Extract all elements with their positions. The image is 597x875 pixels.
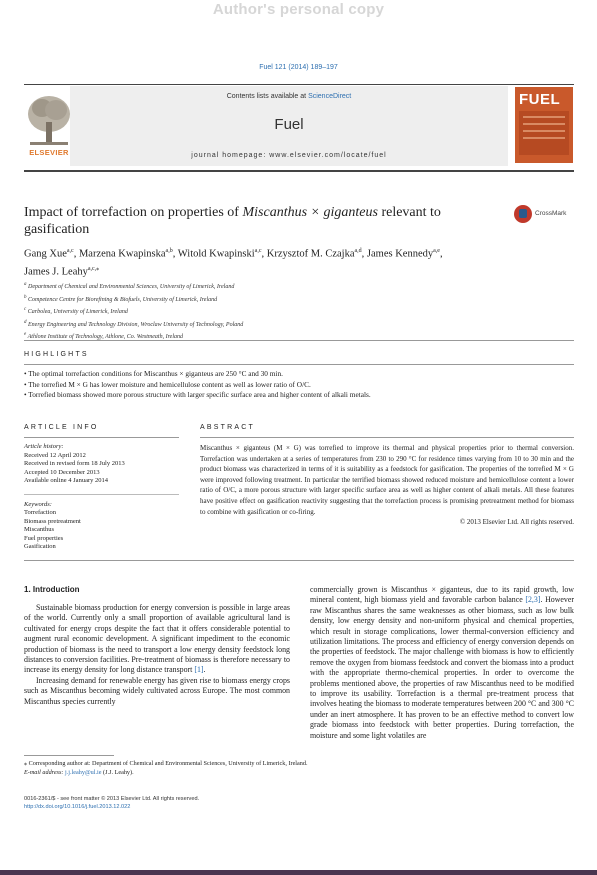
cover-band xyxy=(519,111,569,155)
history-item: Available online 4 January 2014 xyxy=(24,477,108,484)
crossmark-badge[interactable] xyxy=(514,205,584,225)
citation-link[interactable]: [2,3] xyxy=(525,595,541,605)
header-top-rule xyxy=(24,84,574,85)
viewer-bottom-bar xyxy=(0,870,597,875)
section-heading: 1. Introduction xyxy=(24,585,80,594)
affiliation-item: $^e$ Athlone Institute of Technology, Athlone, Co. Westmeath, Ireland xyxy=(24,332,184,340)
corresponding-author-footnote: ⁎ Corresponding author at: Department of Chemical and Environmental Sciences, University of Limerick, Ireland. E-mail address: j.j.leahy@ul.ie (J.J. Leahy). xyxy=(24,760,308,776)
issn-line: 0016-2361/$ - see front matter © 2013 Elsevier Ltd. All rights reserved. xyxy=(24,796,200,802)
highlights-top-rule xyxy=(24,340,574,341)
keyword-item: Miscanthus xyxy=(24,526,54,533)
author-affiliation-marker: a,e xyxy=(433,248,440,254)
footnote-rule xyxy=(24,755,114,756)
author-name[interactable]: Witold Kwapinski xyxy=(177,248,255,260)
author-affiliation-marker: a,c,⁎ xyxy=(87,265,100,272)
citation-link[interactable]: [1] xyxy=(194,665,204,675)
article-info-heading: ARTICLE INFO xyxy=(24,424,99,431)
affiliation-item: $^c$ Carbolea, University of Limerick, Ireland xyxy=(24,307,128,315)
body-top-rule xyxy=(24,560,574,561)
affiliation-item: $^a$ Department of Chemical and Environmental Sciences, University of Limerick, Ireland xyxy=(24,282,235,290)
author-name[interactable]: James J. Leahy xyxy=(24,266,88,277)
keyword-item: Torrefaction xyxy=(24,509,57,516)
highlight-item: • The torrefied M × G has lower moisture and hemicellulose content as well as lower ratio of O/C. xyxy=(24,379,311,389)
author-name[interactable]: James Kennedy xyxy=(366,248,434,260)
article-info xyxy=(24,443,179,552)
affiliations xyxy=(24,280,424,343)
abstract-heading: ABSTRACT xyxy=(200,424,255,431)
highlight-item: • Torrefied biomass showed more porous structure with larger specific surface area and higher content of alkali metals. xyxy=(24,390,371,399)
abstract-rule xyxy=(200,437,574,438)
author-affiliation-marker: a,b xyxy=(165,248,173,254)
affiliation-item: $^d$ Energy Engineering and Technology Division, Wroclaw University of Technology, Poland xyxy=(24,319,244,328)
doi-link[interactable]: http://dx.doi.org/10.1016/j.fuel.2013.12.022 xyxy=(24,804,131,810)
contents-line xyxy=(70,93,508,100)
paragraph: commercially grown is Miscanthus × giganteus, due to its rapid growth, low mineral content, high biomass yield and favorable carbon balance [2,3]. However raw Miscanthus shares the same weaknesses as other biomass, such as low bulk density, low energy density and non-uniform physical and chemical properties, which result in storage complications, lower thermal-conversion efficiency and utilization limitations. The process and efficiency of energy conversion depends on the properties of feedstock. The major challenge with biomass is how to efficiently remove the oxygen from biomass feedstock and convert the biomass into a product with the appropriate thermo-chemical properties. In order to overcome the problems mentioned above, the properties of raw Miscanthus need to be modified to improve its usability. Torrefaction is a thermal pre-treatment process that involves heating the biomass to moderate temperatures between 200 °C and 300 °C under an inert atmosphere. It has proven to be an effective method to convert low grade biomass into feedstock with better properties. During torrefaction, the moisture and some light volatiles are xyxy=(310,585,574,740)
author-affiliation-marker: a,d xyxy=(354,248,362,254)
keywords-rule xyxy=(24,494,179,495)
author-affiliation-marker: a,c xyxy=(66,248,74,254)
history-item: Received in revised form 18 July 2013 xyxy=(24,460,125,467)
journal-cover xyxy=(515,87,573,163)
history-item: Received 12 April 2012 xyxy=(24,451,86,459)
article-title: Impact of torrefaction on properties of Miscanthus × giganteus relevant to gasification xyxy=(24,205,441,237)
article-info-rule xyxy=(24,437,179,438)
journal-homepage[interactable]: journal homepage: www.elsevier.com/locate/fuel xyxy=(191,152,387,159)
author-name[interactable]: Krzysztof M. Czajka xyxy=(266,248,355,260)
abstract xyxy=(200,443,574,528)
history-item: Accepted 10 December 2013 xyxy=(24,468,100,476)
issn-doi xyxy=(24,795,314,811)
keyword-item: Gasification xyxy=(24,543,56,550)
paragraph: Sustainable biomass production for energy conversion is possible in large areas of the world. Currently only a small proportion of available agricultural land is cultivated for energy crops despite the fact that it offers considerable potential to augment rural economic development. A significant impediment to the economic production of biomass is the need to transport a low energy density feedstock long distances to conversion facilities. Pre-treatment of biomass is therefore necessary to increase its energy density for long distance transport [1]. xyxy=(24,603,290,675)
abstract-copyright: © 2013 Elsevier Ltd. All rights reserved. xyxy=(459,518,574,527)
author-name[interactable]: Marzena Kwapinska xyxy=(78,248,166,260)
highlights-rule xyxy=(24,364,574,365)
highlights-heading: HIGHLIGHTS xyxy=(24,351,89,358)
journal-name: Fuel xyxy=(274,116,304,133)
header-bottom-rule xyxy=(24,170,574,172)
contents-prefix: Contents lists available at xyxy=(226,93,309,100)
sciencedirect-link[interactable]: ScienceDirect xyxy=(308,93,352,100)
affiliation-item: $^b$ Competence Centre for Biorefining & Biofuels, University of Limerick, Ireland xyxy=(24,294,218,303)
author-affiliation-marker: a,c xyxy=(254,248,262,254)
author-list: Gang Xue$^{a,c}$, Marzena Kwapinska$^{a,b}$, Witold Kwapinski$^{a,c}$, Krzysztof M. Czajka$^{a,d}$, James Kennedy$^{a,e}$, James J. Leahy$^{a,c,⁎}$ xyxy=(24,248,443,277)
watermark: Author's personal copy xyxy=(212,1,385,18)
keyword-item: Fuel properties xyxy=(24,534,64,542)
journal-reference[interactable]: Fuel 121 (2014) 189–197 xyxy=(259,64,338,71)
abstract-text: Miscanthus × giganteus (M × G) was torrefied to improve its thermal and physical properties prior to thermal conversion. Torrefaction was undertaken at a series of temperatures from 230 to 290 °C for residence times varying from 10 to 30 min and the product biomass was characterized in terms of it is suitability as a feedstock for gasification. The properties of the torrefied M × G were improved following treatment. In particular the terrified biomass showed reduced moisture and hemicellulose content a lower ratio of O/C, a more porous structure with larger specific surface area as well as higher content of alkali metals. All these features have positive effect on gasification reactivity suggesting that the torrefaction process is promising pretreatment method for biomass to combine with gasification or co-firing. xyxy=(200,444,574,516)
keyword-item: Biomass pretreatment xyxy=(24,517,81,525)
body-right-column xyxy=(310,585,574,741)
elsevier-logo xyxy=(24,86,74,166)
history-label: Article history: xyxy=(24,443,64,450)
cover-title: FUEL xyxy=(519,91,561,108)
highlight-item: • The optimal torrefaction conditions for Miscanthus × giganteus are 250 °C and 30 min. xyxy=(24,369,283,378)
email-link[interactable]: j.j.leahy@ul.ie xyxy=(65,768,102,776)
crossmark-label: CrossMark xyxy=(535,210,567,217)
crossmark-icon xyxy=(514,205,532,223)
elsevier-wordmark: ELSEVIER xyxy=(29,148,69,157)
highlights-list xyxy=(24,369,584,401)
keywords-label: Keywords: xyxy=(24,500,52,508)
body-left-column xyxy=(24,603,290,707)
paragraph: Increasing demand for renewable energy has given rise to biomass energy crops such as Miscanthus becoming widely cultivated across Europe. The most common Miscanthus species currently xyxy=(24,675,290,706)
author-name[interactable]: Gang Xue xyxy=(24,248,67,260)
